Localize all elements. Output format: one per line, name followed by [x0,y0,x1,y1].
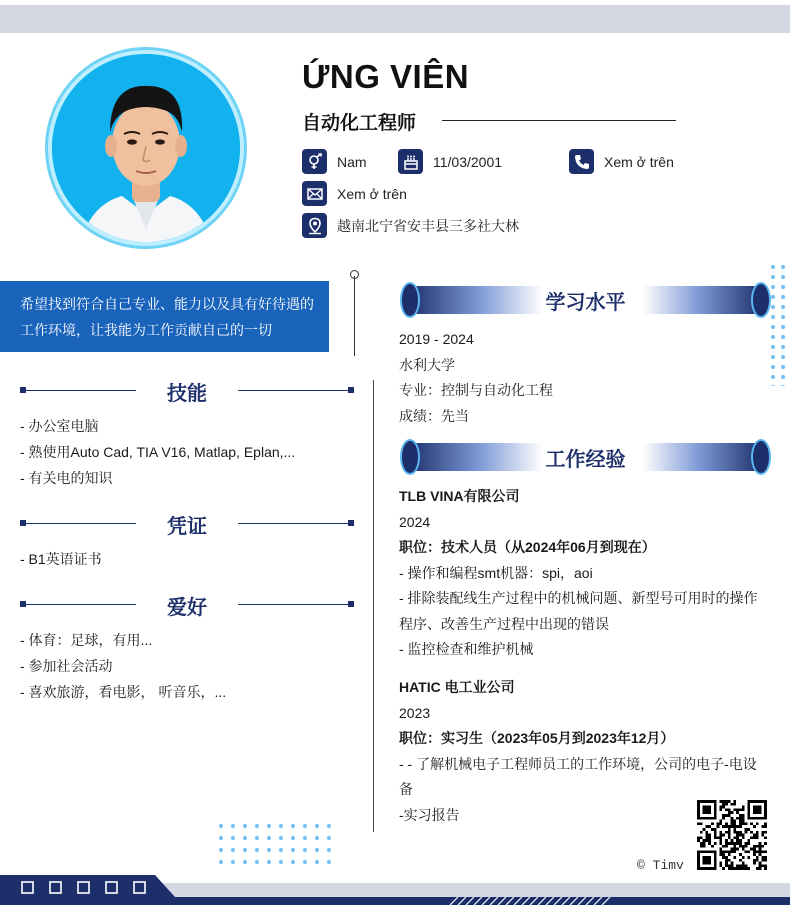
birthday-value: 11/03/2001 [433,153,503,170]
email-value: Xem ở trên [337,185,407,202]
divider-line-top [354,276,355,356]
certificates-title: 凭证 [167,516,207,538]
education-period: 2019 - 2024 [399,331,474,347]
address-value: 越南北宁省安丰县三多社大林 [337,217,519,234]
candidate-name: ỨNG VIÊN [302,58,470,95]
copyright: © Timv [637,858,684,873]
address-info [302,213,519,238]
list-item: - 办公室电脑 [20,418,99,434]
location-pin-icon [302,213,327,238]
phone-icon [569,149,594,174]
certificates-header [18,510,356,538]
list-item: - 参加社会活动 [20,658,113,674]
experience-banner [398,439,773,475]
birthday-info [398,149,502,174]
gender-icon [302,149,327,174]
objective-line-2: 工作环境，让我能为工作贡献自己的一切 [20,322,272,338]
education-banner [398,282,773,318]
certificates-list [20,546,102,572]
email-info [302,181,407,206]
job-duty: -实习报告 [399,806,460,823]
gender-info [302,149,367,174]
job-company: HATIC 电工业公司 [399,679,515,695]
job-duty: - 排除装配线生产过程中的机械问题、新型号可用时的操作 [399,590,758,606]
career-objective [0,281,329,352]
list-item: - B1英语证书 [20,551,102,567]
avatar [52,54,240,242]
job-duty: 程序、改善生产过程中出现的错误 [399,615,609,632]
birthday-cake-icon [398,149,423,174]
education-details [399,327,774,429]
top-band [0,5,790,33]
avatar-frame [45,47,247,249]
dot-pattern-bottom [215,820,339,864]
hobbies-title: 爱好 [167,597,207,619]
objective-line-1: 希望找到符合自己专业、能力以及具有好待遇的 [20,296,314,312]
job-company: TLB VINA有限公司 [399,488,520,504]
phone-value: Xem ở trên [604,153,674,170]
job-duty: 备 [399,781,413,797]
bottom-band [0,875,790,905]
job-title: 自动化工程师 [302,113,417,134]
job-duty: - - 了解机械电子工程师员工的工作环境，公司的电子-电设 [399,755,757,772]
list-item: - 喜欢旅游，看电影， 听音乐，... [20,684,227,700]
list-item: - 有关电的知识 [20,470,113,486]
experience-title: 工作经验 [545,449,626,471]
job-position: 职位：技术人员（从2024年06月到现在） [399,539,656,555]
job-entry [399,484,774,663]
skills-header [18,377,356,405]
skills-list [20,413,295,491]
gender-value: Nam [337,153,367,170]
skills-title: 技能 [167,383,207,405]
dot-pattern-right [768,262,788,386]
envelope-icon [302,181,327,206]
job-duty: - 操作和编程smt机器：spi，aoi [399,564,593,581]
title-underline [442,120,676,121]
job-year: 2024 [399,513,431,530]
education-school: 水利大学 [399,356,455,373]
job-duty: - 监控检查和维护机械 [399,641,534,657]
job-position: 职位：实习生（2023年05月到2023年12月） [399,730,675,746]
education-title: 学习水平 [545,292,626,314]
job-year: 2023 [399,704,431,721]
person-photo-icon [52,54,240,242]
hobbies-header [18,591,356,619]
list-item: - 体育：足球，有用... [20,632,153,648]
qr-code-icon [697,800,767,870]
hobbies-list [20,627,226,705]
list-item: - 熟使用Auto Cad, TIA V16, Matlap, Eplan,... [20,444,296,460]
phone-info [569,149,674,174]
education-grade: 成绩：先当 [399,407,469,424]
divider-line-main [373,380,374,832]
education-major: 专业：控制与自动化工程 [399,382,553,398]
